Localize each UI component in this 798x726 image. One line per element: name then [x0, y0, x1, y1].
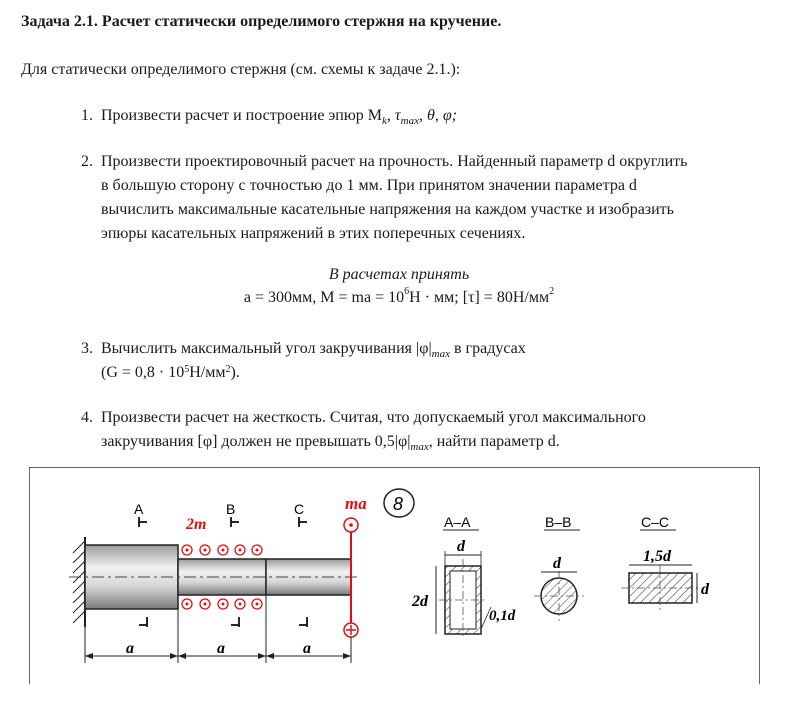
list-item-4 — [81, 406, 781, 454]
section-label-a: A — [134, 501, 144, 517]
dim-label-a2: a — [217, 640, 225, 657]
given-formula: a = 300мм, M = ma = $10^6Н$ · мм; $[\tau] = 80Н/мм^2$ — [243, 286, 555, 306]
section-label-b: B — [226, 501, 236, 517]
section-aa-height: 2d — [412, 593, 428, 610]
section-cc-height: d — [701, 581, 709, 598]
list-item-2 — [81, 150, 781, 246]
dim-label-a3: a — [303, 640, 311, 657]
shaft-scheme-svg — [29, 467, 760, 684]
list-item-text: Произвести расчет на жесткость. Считая, что допускаемый угол максимального — [101, 409, 646, 426]
section-aa-wall: 0,1d — [489, 608, 516, 624]
section-aa-width: d — [457, 538, 465, 555]
list-item-text: Вычислить максимальный угол закручивания $|\varphi|_{max}$ в градусах — [101, 340, 526, 361]
shaft-scheme-figure — [29, 467, 760, 684]
list-item-1 — [81, 104, 581, 128]
task-title: Задача 2.1. Расчет статически определимого стержня на кручение. — [21, 13, 502, 30]
list-item-text: вычислить максимальные касательные напряжения на каждом участке и изобразить — [101, 201, 674, 218]
list-number: 4. — [81, 409, 93, 426]
section-bb-title: B–B — [545, 514, 572, 530]
section-bb-diameter: d — [553, 555, 561, 572]
list-item-text: в большую сторону с точностью до 1 мм. При принятом значении параметра d — [101, 177, 637, 194]
scheme-number: 8 — [393, 494, 404, 514]
task-intro: Для статически определимого стержня (см. схемы к задаче 2.1.): — [21, 61, 461, 78]
list-number: 3. — [81, 340, 93, 357]
list-item-text: Произвести расчет и построение эпюр $M_k$, $\tau_{max}$, θ, φ; — [101, 107, 458, 128]
section-cc-width: 1,5d — [643, 548, 671, 565]
moment-ma-label: ma — [345, 494, 367, 513]
list-item-text: Произвести проектировочный расчет на прочность. Найденный параметр d округлить — [101, 153, 688, 170]
list-number: 2. — [81, 153, 93, 170]
list-item-3 — [81, 337, 701, 385]
section-label-c: C — [294, 501, 305, 517]
list-item-text: эпюры касательных напряжений в этих поперечных сечениях. — [101, 225, 526, 242]
given-caption: В расчетах принять — [328, 266, 470, 283]
section-cc-title: C–C — [641, 514, 670, 530]
dim-label-a1: a — [126, 640, 134, 657]
moment-2m-label: 2m — [186, 516, 207, 533]
section-aa-title: A–A — [444, 514, 471, 530]
list-item-text: закручивания [φ] должен не превышать $0,5|\varphi|_{max}$, найти параметр d. — [101, 433, 560, 454]
list-number: 1. — [81, 107, 93, 124]
list-item-text: $(G = 0,8 \cdot 10^5Н/мм^2)$. — [101, 364, 240, 381]
